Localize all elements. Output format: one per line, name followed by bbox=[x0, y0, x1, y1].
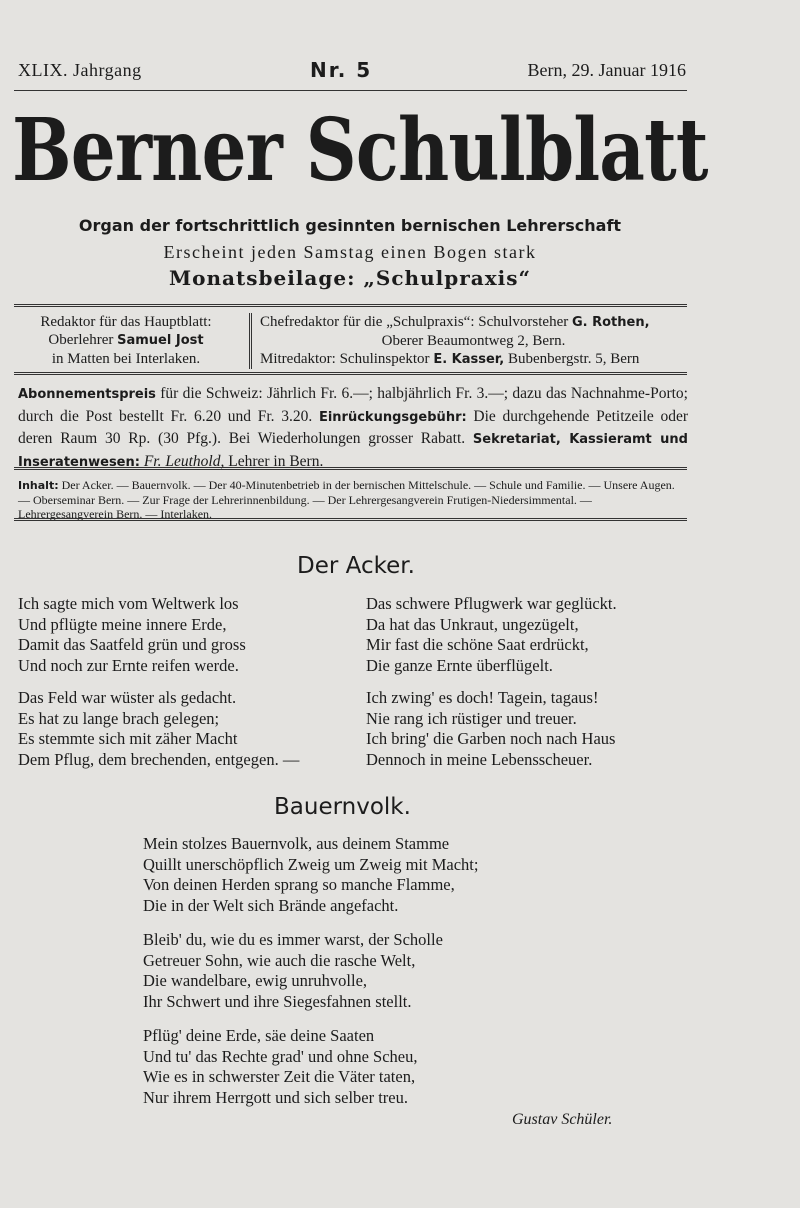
subscription-info bbox=[18, 383, 688, 473]
chief-editor-address: Oberer Beaumontweg 2, Bern. bbox=[381, 333, 566, 349]
editors-bottom-rule bbox=[14, 372, 687, 375]
bauernvolk-stanza-1 bbox=[143, 834, 478, 916]
verse-line: Mein stolzes Bauernvolk, aus deinem Stamme bbox=[143, 834, 450, 853]
verse-line: Pflüg' deine Erde, säe deine Saaten bbox=[143, 1026, 375, 1045]
verse-line: Und tu' das Rechte grad' und ohne Scheu, bbox=[143, 1046, 418, 1066]
table-of-contents bbox=[18, 478, 686, 521]
co-editor-address: Bubenbergstr. 5, Bern bbox=[508, 351, 640, 367]
masthead-subtitle: Organ der fortschrittlich gesinnten bernischen Lehrerschaft bbox=[78, 216, 622, 235]
acker-stanza-1 bbox=[18, 594, 246, 676]
verse-line: Die wandelbare, ewig unruhvolle, bbox=[143, 971, 368, 990]
office-label: Sekretariat, Kassieramt und Inseratenwesen: bbox=[18, 432, 688, 470]
contents-top-rule bbox=[14, 467, 687, 470]
verse-line: Es stemmte sich mit zäher Macht bbox=[18, 729, 238, 748]
verse-line: Ich zwing' es doch! Tagein, tagaus! bbox=[366, 688, 599, 707]
co-editor-name: E. Kasser, bbox=[433, 352, 505, 367]
contents-text: Der Acker. — Bauernvolk. — Der 40-Minutenbetrieb in der bernischen Mittelschule. — Schule und Familie. — Unsere Augen. — Oberseminar Bern. — Zur Frage der Lehrerinnenbildung. — Der Lehrergesangverein Frutigen-Niedersimmental. — Lehrergesangverein Bern. — Interlaken. bbox=[18, 478, 675, 521]
monthly-supplement: Monatsbeilage: „Schulpraxis“ bbox=[169, 266, 531, 290]
issue-number: Nr. 5 bbox=[310, 58, 373, 82]
acker-stanza-4 bbox=[366, 688, 615, 770]
subscription-text: für die Schweiz: Jährlich Fr. 6.—; halbjährlich Fr. 3.—; dazu das Nachnahme-Porto; durch die Post bestellt Fr. 6.20 und Fr. 3.20. bbox=[18, 385, 688, 425]
publication-frequency: Erscheint jeden Samstag einen Bogen stark bbox=[163, 242, 537, 262]
office-agent: Fr. Leuthold, bbox=[143, 452, 225, 470]
co-editor-role: Mitredaktor: Schulinspektor bbox=[260, 351, 430, 367]
poem-title-acker: Der Acker. bbox=[297, 553, 415, 579]
contents-label: Inhalt: bbox=[18, 479, 59, 492]
acker-stanza-3 bbox=[366, 594, 617, 676]
place-date: Bern, 29. Januar 1916 bbox=[527, 60, 686, 80]
verse-line: Getreuer Sohn, wie auch die rasche Welt, bbox=[143, 950, 416, 970]
contents-bottom-rule bbox=[14, 518, 687, 521]
verse-line: Nie rang ich rüstiger und treuer. bbox=[366, 708, 577, 728]
verse-line: Und pflügte meine innere Erde, bbox=[18, 614, 227, 634]
bauernvolk-stanza-3 bbox=[143, 1026, 417, 1108]
verse-line: Ihr Schwert und ihre Siegesfahnen stellt. bbox=[143, 991, 412, 1011]
masthead-title: Berner Schulblatt bbox=[12, 100, 708, 201]
verse-line: Und noch zur Ernte reifen werde. bbox=[18, 655, 239, 675]
verse-line: Ich sagte mich vom Weltwerk los bbox=[18, 594, 239, 613]
verse-line: Nur ihrem Herrgott und sich selber treu. bbox=[143, 1087, 408, 1107]
verse-line: Es hat zu lange brach gelegen; bbox=[18, 708, 220, 728]
main-editor-role: Redaktor für das Hauptblatt: bbox=[40, 314, 212, 330]
chief-editor-name: G. Rothen, bbox=[571, 315, 650, 330]
advert-fee-text: Die durchgehende Petitzeile oder deren Raum 30 Rp. (30 Pfg.). Bei Wiederholungen grosser Rabatt. bbox=[18, 407, 688, 447]
poem-author-signature: Gustav Schüler. bbox=[512, 1111, 613, 1128]
verse-line: Dennoch in meine Lebensscheuer. bbox=[366, 749, 593, 769]
chief-editors bbox=[260, 313, 687, 369]
verse-line: Ich bring' die Garben noch nach Haus bbox=[366, 729, 616, 748]
verse-line: Quillt unerschöpflich Zweig um Zweig mit Macht; bbox=[143, 854, 479, 874]
subscription-label: Abonnementspreis bbox=[18, 387, 156, 402]
co-editor-line bbox=[260, 350, 687, 369]
main-editor-name: Samuel Jost bbox=[117, 333, 204, 348]
advert-fee-label: Einrückungsgebühr: bbox=[318, 409, 467, 425]
editors-divider bbox=[249, 313, 252, 369]
acker-stanza-2 bbox=[18, 688, 299, 770]
verse-line: Dem Pflug, dem brechenden, entgegen. — bbox=[18, 749, 300, 769]
poem-title-bauernvolk: Bauernvolk. bbox=[274, 794, 411, 820]
verse-line: Von deinen Herden sprang so manche Flamme, bbox=[143, 875, 455, 894]
editors-block bbox=[14, 313, 687, 369]
office-text: Lehrer in Bern. bbox=[224, 452, 324, 470]
verse-line: Das Feld war wüster als gedacht. bbox=[18, 688, 237, 707]
verse-line: Die ganze Ernte überflügelt. bbox=[366, 655, 553, 675]
verse-line: Das schwere Pflugwerk war geglückt. bbox=[366, 594, 617, 613]
editors-top-rule bbox=[14, 304, 687, 307]
chief-editor-line bbox=[260, 313, 687, 332]
volume-label: XLIX. Jahrgang bbox=[18, 60, 142, 80]
main-editor-location: in Matten bei Interlaken. bbox=[51, 351, 201, 367]
chief-editor-role: Chefredaktor für die „Schulpraxis“: Schulvorsteher bbox=[260, 314, 569, 330]
verse-line: Da hat das Unkraut, ungezügelt, bbox=[366, 614, 579, 634]
main-editor-line bbox=[14, 331, 238, 350]
verse-line: Die in der Welt sich Brände angefacht. bbox=[143, 895, 399, 915]
verse-line: Bleib' du, wie du es immer warst, der Scholle bbox=[143, 930, 443, 949]
verse-line: Wie es in schwerster Zeit die Väter taten, bbox=[143, 1067, 416, 1086]
main-editor-title: Oberlehrer bbox=[48, 332, 114, 348]
bauernvolk-stanza-2 bbox=[143, 930, 443, 1012]
header-rule bbox=[14, 90, 687, 91]
main-editor bbox=[14, 313, 238, 368]
verse-line: Damit das Saatfeld grün und gross bbox=[18, 635, 246, 654]
verse-line: Mir fast die schöne Saat erdrückt, bbox=[366, 635, 589, 654]
